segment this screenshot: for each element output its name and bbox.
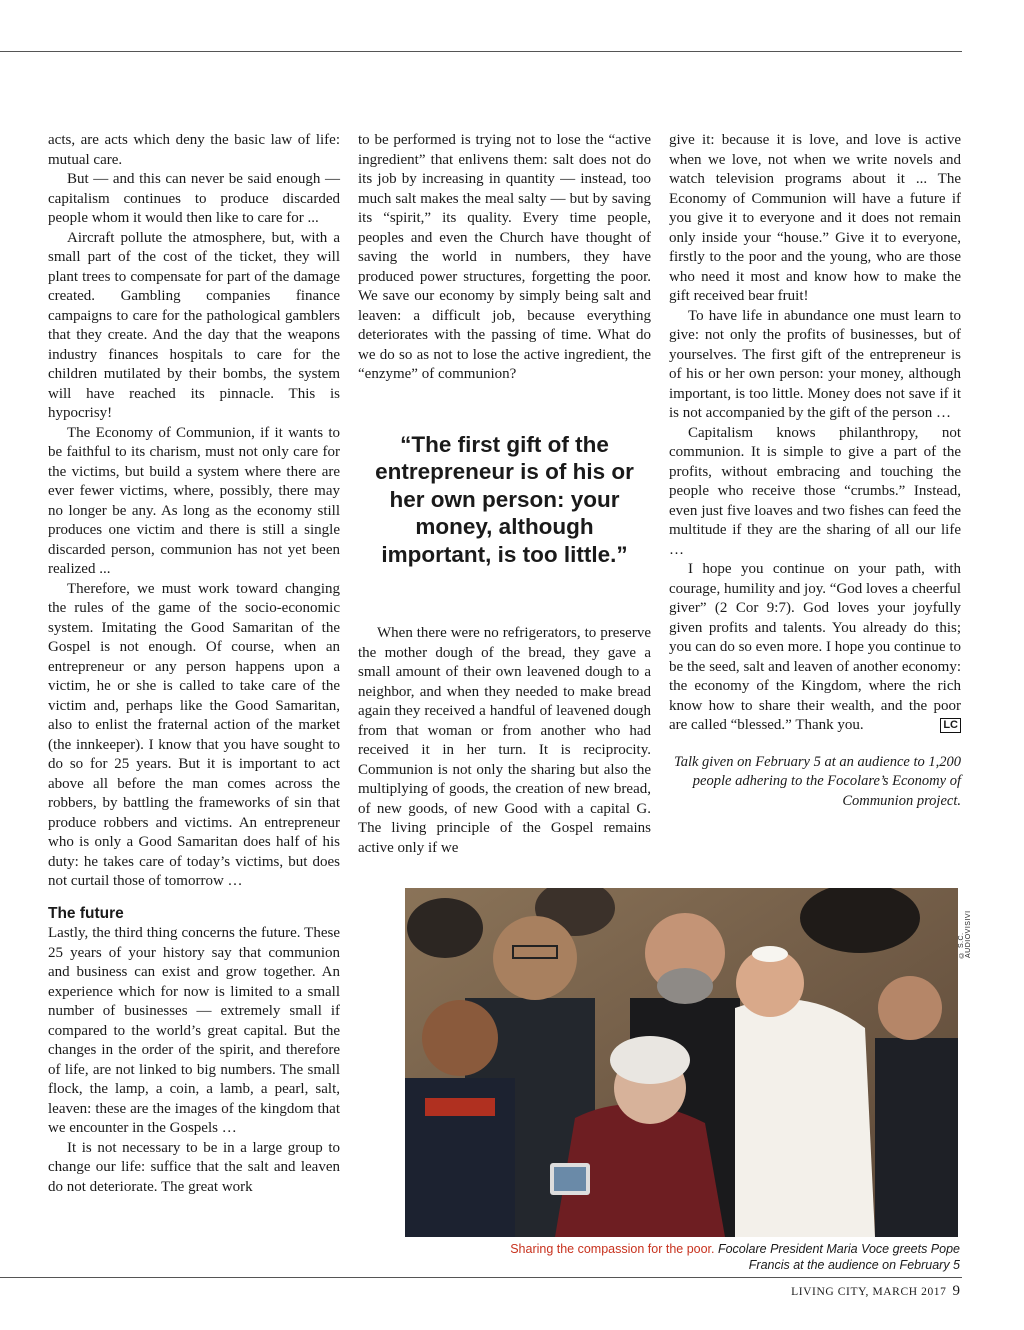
paragraph: But — and this can never be said enough — capitalism continues to produce discarded people whom it would then like to care for ...	[48, 171, 340, 226]
photo-illustration	[405, 888, 958, 1237]
paragraph: to be performed is trying not to lose the “active ingredient” that enlivens them: salt does not do its job by increasing in quantity — instead, too much salt makes the meal salty — but by saving its “spirit,” its quality. Every time people, peoples and even the Church have thought of saving the world in numbers, they have produced power structures, forgetting the poor. We save our economy by simply being salt and leaven: a difficult job, because everything deteriorates with the passing of time. What do we do so as not to lose the active ingredient, the “enzyme” of communion?	[358, 132, 651, 382]
bottom-rule	[0, 1277, 962, 1278]
page-footer	[791, 1283, 960, 1300]
paragraph: Capitalism knows philanthropy, not communion. It is simple to give a part of the profits, without embracing and touching the people who receive those “crumbs.” Instead, even just five loaves and two fishes can feed the multitude if they are the sharing of all our life …	[669, 424, 961, 558]
photo-caption	[470, 1241, 960, 1273]
end-mark-logo: LC	[940, 718, 961, 733]
top-rule	[0, 51, 962, 52]
pull-quote: “The first gift of the entrepreneur is of his or her own person: your money, although important, is too little.”	[375, 431, 634, 567]
article-column-3	[669, 131, 961, 811]
photo-credit: © S.C. AUDIOVISIVI	[958, 910, 972, 958]
caption-text: Focolare President Maria Voce greets Pope Francis at the audience on February 5	[714, 1242, 960, 1272]
paragraph: To have life in abundance one must learn to give: not only the profits of businesses, but of yourselves. The first gift of the entrepreneur is of his or her own person: your money, although important, is too little. Money does not save if it is not accompanied by the gift of the person …	[669, 307, 961, 421]
article-column-2	[358, 131, 651, 858]
paragraph: acts, are acts which deny the basic law of life: mutual care.	[48, 132, 340, 168]
publication-name: LIVING CITY, MARCH 2017	[791, 1286, 947, 1298]
paragraph: Aircraft pollute the atmosphere, but, with a small part of the cost of the ticket, they will plant trees to compensate for part of the damage created. Gambling companies finance campaigns to care for the pathological gamblers that they create. And the day that the weapons industry finances hospitals to care for the children mutilated by their bombs, the system will have reached its pinnacle. This is hypocrisy!	[48, 229, 340, 421]
paragraph: The Economy of Communion, if it wants to be faithful to its charism, must not only care for the victims, but build a system where there are ever fewer victims, where, possibly, there may no longer be any. As long as the economy still produces one victim and there is still a single discarded person, communion has not yet been realized ...	[48, 424, 340, 577]
section-heading: The future	[48, 904, 124, 922]
article-column-1	[48, 131, 340, 1197]
paragraph: It is not necessary to be in a large group to change our life: suffice that the salt and leaven do not deteriorate. The great work	[48, 1139, 340, 1195]
caption-lead: Sharing the compassion for the poor.	[510, 1242, 715, 1256]
paragraph-with-end-mark	[669, 560, 961, 736]
article-photo	[405, 888, 958, 1237]
paragraph: I hope you continue on your path, with courage, humility and joy. “God loves a cheerful giver” (2 Cor 9:7). God loves your joyfully given profits and talents. You already do this; you can do so even more. I hope you continue to be the seed, salt and leaven of another economy: the economy of the Kingdom, where the rich know how to share their wealth, and the poor are called “blessed.” Thank you.	[669, 561, 962, 733]
paragraph: give it: because it is love, and love is active when we love, not when we write novels and watch television programs about it ... The Economy of Communion will have a future if you give it to everyone and it does not remain only inside your “house.” Give it to everyone, firstly to the poor and the young, who are those who need it most and know how to make the gift received bear fruit!	[669, 132, 961, 304]
paragraph: Therefore, we must work toward changing the rules of the game of the socio-economic system. Imitating the Good Samaritan of the Gospel is not enough. Of course, when an entrepreneur or any person happens upon a victim, he or she is called to take care of the victim and, perhaps like the Good Samaritan, also to enlist the fraternal action of the market (the innkeeper). I know that you have sought to do so for 25 years. But it is important to act above all before the man comes across the robbers, by battling the frameworks of sin that produce robbers and victims. An entrepreneur who is only a Good Samaritan does half of his duty: he takes care of today’s victims, but does not curtail those of tomorrow …	[48, 580, 340, 889]
talk-credit: Talk given on February 5 at an audience to 1,200 people adhering to the Focolare’s Economy of Communion project.	[673, 753, 961, 809]
paragraph: Lastly, the third thing concerns the future. These 25 years of your history say that communion and business can exist and grow together. An experience which for now is limited to a small number of businesses — extremely small if compared to the world’s great capital. But the changes in the order of the spirit, and therefore of life, are not linked to big numbers. The small flock, the lamp, a coin, a lamb, a pearl, salt, leaven: these are the images of the kingdom that we encounter in the Gospels …	[48, 925, 340, 1136]
page-number: 9	[952, 1283, 960, 1299]
paragraph: When there were no refrigerators, to preserve the mother dough of the bread, they gave a small amount of their own leavened dough to a neighbor, and when they needed to make bread again they received a handful of leavened dough from that woman or from another who had received it in her turn. It is reciprocity. Communion is not only the sharing but also the multiplying of goods, the creation of new bread, of new goods, of new Good with a capital G. The living principle of the Gospel remains active only if we	[358, 625, 651, 856]
